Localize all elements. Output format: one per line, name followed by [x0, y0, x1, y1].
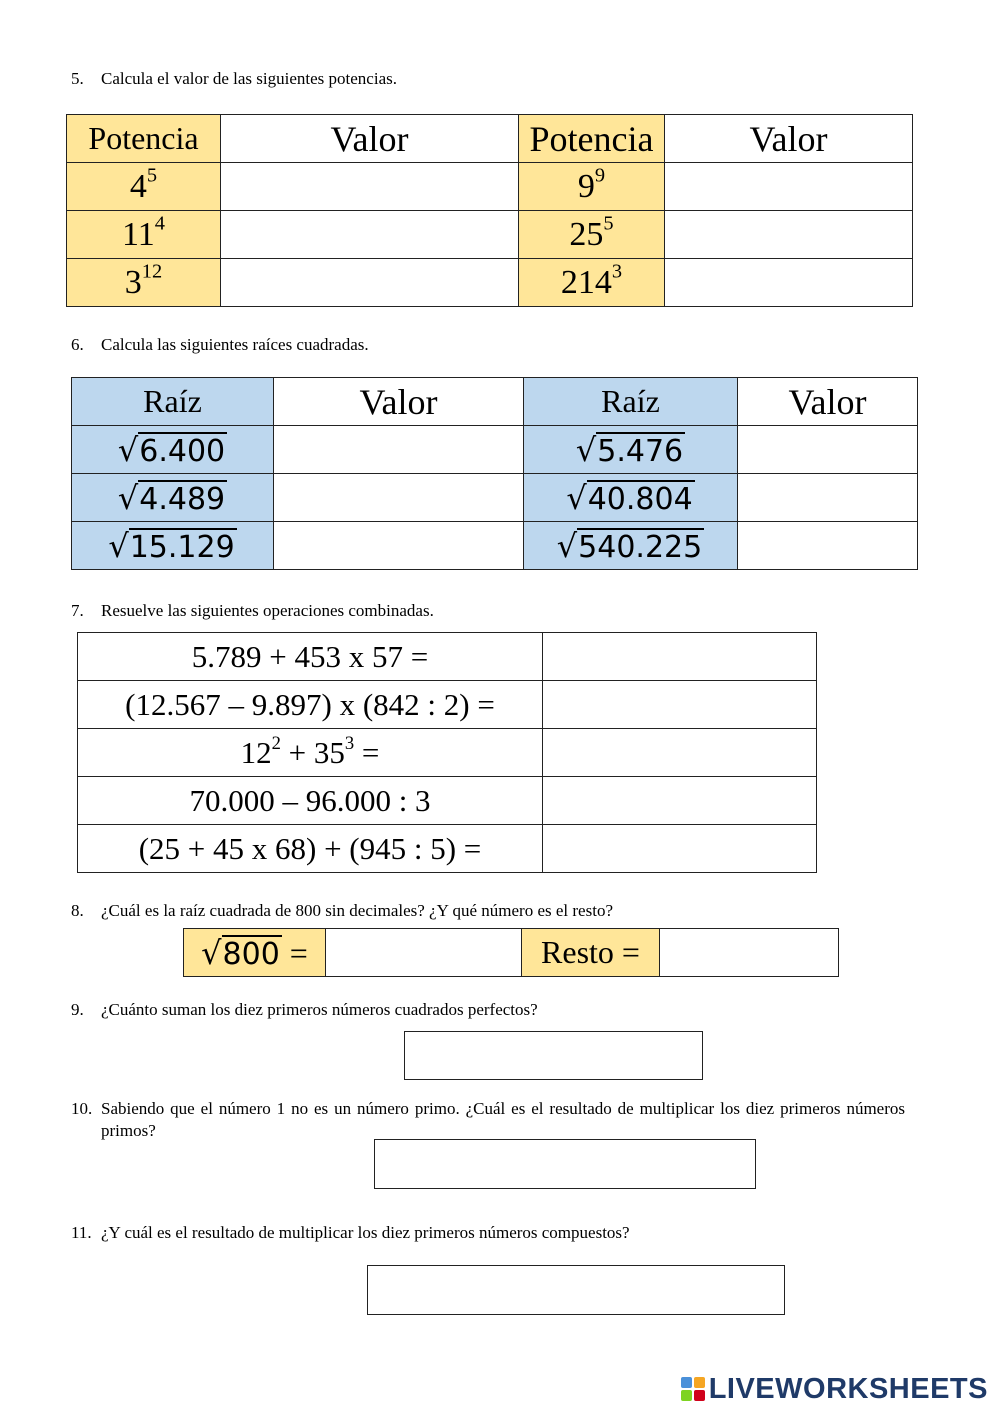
answer-cell[interactable]: [665, 211, 913, 259]
powers-table: [66, 114, 913, 307]
operation-cell: (12.567 – 9.897) x (842 : 2) =: [78, 681, 543, 729]
answer-cell[interactable]: [221, 211, 519, 259]
answer-cell[interactable]: [221, 163, 519, 211]
question-8: [71, 900, 613, 922]
powers-header-value: Valor: [665, 115, 913, 163]
sqrt-icon: √: [201, 933, 222, 972]
answer-cell[interactable]: [543, 633, 817, 681]
answer-cell[interactable]: [660, 929, 839, 977]
question-text: Calcula el valor de las siguientes potencias.: [101, 69, 397, 88]
answer-cell[interactable]: [326, 929, 522, 977]
power-cell: $3^{12}$: [67, 259, 221, 307]
sqrt-icon: √: [575, 430, 597, 469]
sqrt-icon: √: [117, 478, 139, 517]
power-cell: $214^3$: [519, 259, 665, 307]
powers-header-value: Valor: [221, 115, 519, 163]
power-cell: $4^5$: [67, 163, 221, 211]
answer-cell[interactable]: [274, 426, 524, 474]
question-text: Calcula las siguientes raíces cuadradas.: [101, 335, 369, 354]
liveworksheets-logo: [681, 1374, 988, 1404]
answer-cell[interactable]: [738, 426, 918, 474]
question-6: [71, 334, 369, 356]
question-text: Sabiendo que el número 1 no es un número primo. ¿Cuál es el resultado de multiplicar los diez primeros números primos?: [101, 1099, 905, 1140]
roots-header-root: Raíz: [524, 378, 738, 426]
logo-text: LIVEWORKSHEETS: [708, 1372, 988, 1405]
question-5: [71, 68, 397, 90]
root-cell: √15.129: [72, 522, 274, 570]
operation-cell: 5.789 + 453 x 57 =: [78, 633, 543, 681]
root-cell: √540.225: [524, 522, 738, 570]
root-cell: √4.489: [72, 474, 274, 522]
question-text: ¿Y cuál es el resultado de multiplicar los diez primeros números compuestos?: [101, 1223, 630, 1242]
question-number: 10.: [71, 1099, 93, 1118]
question-10: [71, 1098, 905, 1142]
power-cell: $25^5$: [519, 211, 665, 259]
answer-cell[interactable]: [665, 163, 913, 211]
answer-cell[interactable]: [738, 522, 918, 570]
operation-cell: 70.000 – 96.000 : 3: [78, 777, 543, 825]
question-text: Resuelve las siguientes operaciones combinadas.: [101, 601, 434, 620]
question-7: [71, 600, 434, 622]
power-cell: $9^9$: [519, 163, 665, 211]
answer-cell[interactable]: [543, 681, 817, 729]
powers-header-power: Potencia: [519, 115, 665, 163]
question-text: ¿Cuánto suman los diez primeros números cuadrados perfectos?: [101, 1000, 538, 1019]
powers-header-power: Potencia: [67, 115, 221, 163]
operation-cell: (25 + 45 x 68) + (945 : 5) =: [78, 825, 543, 873]
roots-header-value: Valor: [738, 378, 918, 426]
question-number: 6.: [71, 335, 84, 354]
operation-cell: $12^2 + 35^3$ =: [78, 729, 543, 777]
answer-box-q11[interactable]: [367, 1265, 785, 1315]
answer-cell[interactable]: [665, 259, 913, 307]
sqrt-icon: √: [117, 430, 139, 469]
root-cell: √40.804: [524, 474, 738, 522]
question-number: 11.: [71, 1223, 92, 1242]
question-number: 8.: [71, 901, 84, 920]
roots-header-value: Valor: [274, 378, 524, 426]
answer-box-q10[interactable]: [374, 1139, 756, 1189]
power-cell: $11^4$: [67, 211, 221, 259]
roots-header-root: Raíz: [72, 378, 274, 426]
answer-cell[interactable]: [738, 474, 918, 522]
roots-table: [71, 377, 918, 570]
answer-cell[interactable]: [221, 259, 519, 307]
question-text: ¿Cuál es la raíz cuadrada de 800 sin decimales? ¿Y qué número es el resto?: [101, 901, 613, 920]
sqrt-icon: √: [108, 526, 129, 565]
root-cell: √6.400: [72, 426, 274, 474]
operations-table: [77, 632, 817, 873]
question-number: 9.: [71, 1000, 84, 1019]
question-number: 7.: [71, 601, 84, 620]
answer-cell[interactable]: [274, 474, 524, 522]
answer-cell[interactable]: [543, 729, 817, 777]
answer-cell[interactable]: [543, 777, 817, 825]
question-11: [71, 1222, 630, 1244]
resto-label: Resto =: [522, 929, 660, 977]
root-cell: √5.476: [524, 426, 738, 474]
question-number: 5.: [71, 69, 84, 88]
sqrt-800-label: √800 =: [184, 929, 326, 977]
answer-cell[interactable]: [274, 522, 524, 570]
sqrt-icon: √: [556, 526, 578, 565]
logo-mark-icon: [681, 1377, 705, 1401]
answer-cell[interactable]: [543, 825, 817, 873]
sqrt-800-table: [183, 928, 839, 977]
question-9: [71, 999, 538, 1021]
sqrt-icon: √: [566, 478, 587, 517]
answer-box-q9[interactable]: [404, 1031, 703, 1080]
